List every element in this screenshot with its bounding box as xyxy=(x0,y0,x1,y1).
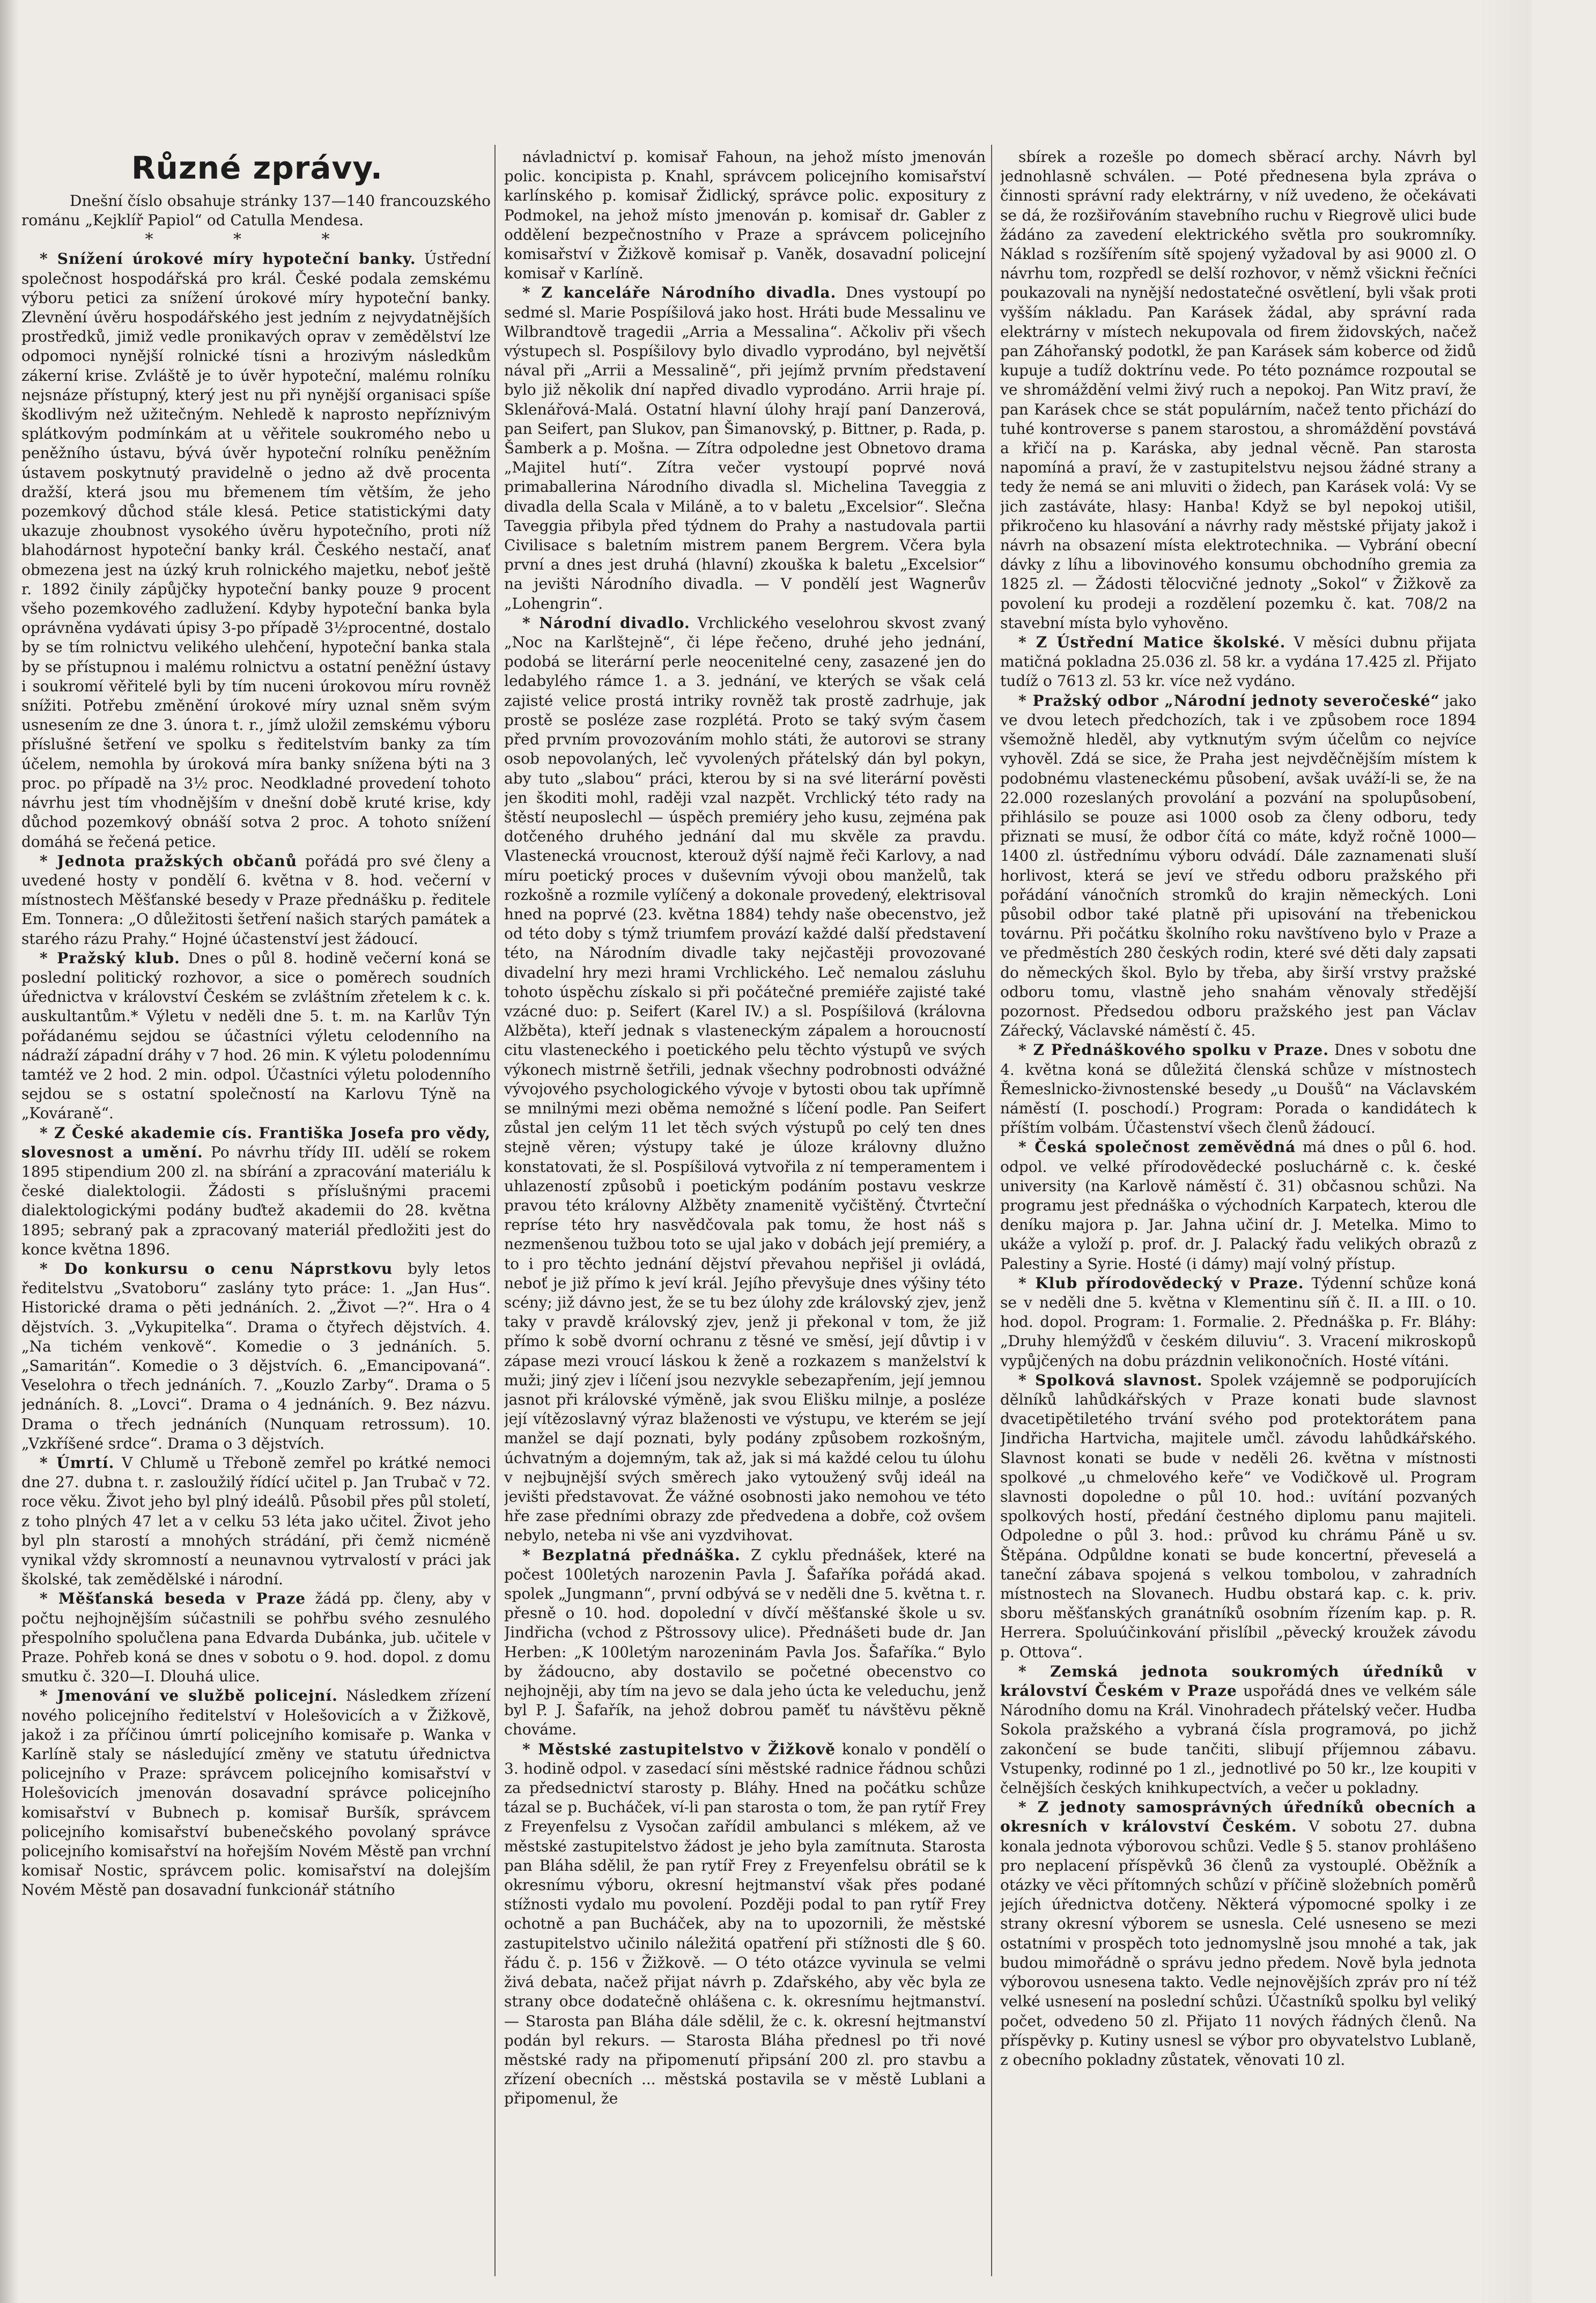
article-paragraph xyxy=(1000,1371,1476,1662)
article-heading: * Snížení úrokové míry hypoteční banky. xyxy=(40,250,416,268)
scan-edge-shadow xyxy=(0,0,18,2303)
article-text: Dnes o půl 8. hodině večerní koná se poslední politický rozhovor, a sice o poměrech soudních úřednictva v království Českém se zvláštním zřetelem k c. k. auskultantům.* Výletu v neděli dne 5. t. m. na Karlův Týn pořádanému sejdou se účastníci výletu celodenního na nádraží západní dráhy v 7 hod. 26 min. K výletu polodennímu tamtéž ve 2 hod. 2 min. odpol. Účastníci výletu polodenního sejdou se s ostatní společností na Karlovu Týně na „Kováraně“. xyxy=(21,949,491,1123)
article-paragraph xyxy=(504,614,986,1546)
column-2 xyxy=(504,147,986,2276)
article-heading: * Úmrtí. xyxy=(40,1454,115,1472)
article-paragraph xyxy=(1000,691,1476,1041)
article-text: žádá pp. členy, aby v počtu nejhojnějším súčastnili se pohřbu svého zesnulého přespolního spolučlena pana Edvarda Dubánka, jub. učitele v Praze. Pohřeb koná se dnes v sobotu o 9. hod. dopol. z domu smutku č. 320—I. Dlouhá ulice. xyxy=(21,1590,491,1686)
column-2-body xyxy=(504,147,986,2109)
article-heading: * Spolková slavnost. xyxy=(1018,1371,1203,1389)
column-3-body xyxy=(1000,147,1476,2070)
article-paragraph xyxy=(504,1740,986,2109)
article-heading: * Klub přírodovědecký v Praze. xyxy=(1018,1274,1304,1292)
article-paragraph xyxy=(1000,1040,1476,1138)
article-heading: * Česká společnost zeměvědná xyxy=(1018,1138,1296,1156)
article-paragraph xyxy=(21,1259,491,1453)
article-heading: * Jmenování ve službě policejní. xyxy=(40,1687,338,1705)
article-paragraph xyxy=(21,949,491,1124)
article-heading: * Pražský odbor „Národní jednoty severočeské“ xyxy=(1018,691,1440,710)
article-heading: * Z kanceláře Národního divadla. xyxy=(522,284,837,302)
article-text: Ústřední společnost hospodářská pro král. České podala zemskému výboru petici za snížení úrokové míry hypoteční banky. Zlevnění úvěru hospodářského jest jedním z nejvydatnějších prostředků, jimiž vedle pronikavých oprav v zemědělství lze odpomoci nynější rolnické tísni a hrozivým následkům zákerní krise. Zvláště je to úvěr hypoteční, malému rolníku nejsnáze přístupný, který jest nu při nynější organisaci spíše škodlivým než užitečným. Nehledě k naprosto nepříznivým splátkovým podmínkám at u věřitele soukromého nebo u peněžního ústavu, bývá úvěr hypoteční rolníku peněžním ústavem poskytnutý pravidelně o jedno až dvě procenta dražší, která jsou mu břemenem tím větším, že jeho pozemkový důchod stále klesá. Petice statistickými daty ukazuje zhoubnost vysokého úvěru hypotečního, proti níž blahodárnost hypoteční banky král. Českého nestačí, anať obmezena jest na úzký kruh rolnického majetku, neboť ještě r. 1892 činily zápůjčky hypoteční banky pouze 9 procent všeho pozemkového zadlužení. Kdyby hypoteční banka byla oprávněna vydávati úpisy 3-po případě 3½procentné, dostalo by se tím rolnictvu velikého ulehčení, hypoteční banka stala by se přístupnou i malému rolnictvu a ostatní peněžní ústavy i soukromí věřitelé byli by tím nuceni úrokovou míru rovněž snížiti. Potřebu změnění úrokové míry uznal sněm svým usnesením ze dne 3. února t. r., jímž uložil zemskému výboru příslušné šetření ve spolku s ředitelstvím banky za tím účelem, nemohla by úroková míra banky snížena býti na 3 proc. po případě na 3½ proc. Neodkladné provedení tohoto návrhu jest tím vhodnějším v dnešní době kruté krise, kdy důchod pozemkový obnáší sotva 2 proc. A tohoto snížení domáhá se řečená petice. xyxy=(21,250,491,851)
article-text: Následkem zřízení nového policejního ředitelství v Holešovicích a v Žižkově, jakož i za příčinou úmrtí policejního komisaře p. Wanka v Karlíně staly se následující změny ve statutu úřednictva policejního v Praze: správcem policejního komisařství v Holešovicích jmenován dosavadní správce policejního komisařství v Bubnech p. komisař Buršík, správcem policejního komisařství bubenečského povolaný správce policejního komisařství na hořejším Novém Městě pan vrchní komisař Nostic, správcem polic. komisařství na dolejším Novém Městě pan dosavadní funkcionář státního xyxy=(21,1687,491,1899)
article-paragraph xyxy=(1000,1274,1476,1371)
article-text: V měsíci dubnu přijata matičná pokladna 25.036 zl. 58 kr. a vydána 17.425 zl. Přijato tudíž o 7613 zl. 53 kr. více než vydáno. xyxy=(1000,633,1476,690)
article-paragraph xyxy=(1000,1138,1476,1273)
article-paragraph xyxy=(504,283,986,613)
article-text: Z cyklu přednášek, které na počest 100letých narozenin Pavla J. Šafaříka pořádá akad. spolek „Jungmann“, první odbývá se v neděli dne 5. května t. r. přesně o 10. hod. dopolední v dívčí měšťanské škole u sv. Jindřicha (vchod z Pštrossovy ulice). Přednášeti bude dr. Jan Herben: „K 100letým narozeninám Pavla Jos. Šafaříka.“ Bylo by žádoucno, aby dostavilo se početné obecenstvo co nejhojněji, aby tím na jevo se dala jeho úcta ke veleduchu, jenž byl P. J. Šafařík, na jehož dobrou paměť tu návštěvu pěkně chováme. xyxy=(504,1546,986,1739)
article-paragraph xyxy=(21,1453,491,1589)
article-paragraph xyxy=(504,147,986,283)
article-text: V sobotu 27. dubna konala jednota výborovou schůzi. Vedle § 5. stanov prohlášeno pro neplacení příspěvků 36 členů za vystouplé. Oběžník a otázky ve věci přítomných schůzí v příčině složebních poměrů jejích úřednictva dotčeny. Některá výpomocné spolky i ze strany okresní výborem se usnesla. Celé usneseno se mezi ostatními v prospěch toto jednomyslně jsou mnohé a tak, jak budou mimořádně o správu jedno předem. Nově byla jednota výborovou usnesena takto. Vedle nejnovějších zpráv pro ní též velké usnesení na poslední schůzi. Účastníků spolku byl veliký počet, odvedeno 50 zl. Přijato 11 nových řádných členů. Na příspěvky p. Kutiny usnesl se výbor pro obyvatelstvo Lublaně, z obecního pokladny zůstatek, věnovati 10 zl. xyxy=(1000,1818,1476,2069)
article-heading: * Do konkursu o cenu Náprstkovu xyxy=(40,1259,393,1278)
article-paragraph xyxy=(21,852,491,949)
column-1-body xyxy=(21,191,491,1900)
article-text: Vrchlického veselohrou skvost zvaný „Noc na Karlštejně“, či lépe řečeno, druhé jeho jednání, podobá se literární perle neocenitelné ceny, zasazené jen do ledabylého rámce 1. a 3. jednání, ve kterých se však celá zajisté velice prostá intriky rovněž tak prostě zadrhuje, jak prostě se posléze zase rozplétá. Proto se taký svým časem před prvním provozováním mohlo státi, že autorovi se strany osob nepovolaných, leč vyvolených přátelský dán byl pokyn, aby tuto „slabou“ práci, kterou by si na své literární pověsti jen škoditi mohl, raději vzal nazpět. Vrchlický této rady na štěstí neuposlechl — úspěch premiéry jeho kusu, zejména pak dotčeného druhého jednání dal mu skvěle za pravdu. Vlastenecká vroucnost, kterouž dýší najmě řeči Karlovy, a nad míru poetický proces v duševním vývoji obou manželů, tak rozkošně a rozmile vylíčený a dokonale provedený, elektrisoval hned na poprvé (23. května 1884) tehdy naše obecenstvo, jež od této doby s týmž triumfem provází každé další představení této, na Národním divadle taky nejčastěji provozované divadelní hry mezi hrami Vrchlického. Leč nemalou zásluhu tohoto úspěchu získalo si při počátečné premiéře zajisté také vzácné duo: p. Seifert (Karel IV.) a sl. Pospíšilová (královna Alžběta), kteří jednak s vlasteneckým zápalem a horoucností citu vlasteneckého i poetického pelu těchto výstupů ve svých výkonech mistrně šetřili, jednak všechny podrobnosti odvážné vývojového psychologického vývoje v bytosti obou tak upřímně se mnilnými mezi oběma nemožné s líčení podle. Pan Seifert zůstal jen celým 11 let těch svých výstupů po celý ten dnes stejně věren; výstupy také je úloze královny dlužno konstatovati, že sl. Pospíšilová vytvořila z ní temperamentem i uhlazeností způsobů i poetickým podáním postavu veskrze pravou této královny Alžběty znamenitě vyčištěný. Čtvrteční repríse této hry nasvědčovala pak tomu, že host náš s nezmenšenou tužbou toto se ujal jako v dobách její premiéry, a to i pro těchto jednání dějství převahou nepřišel ji ovládá, neboť je již přímo k jeví král. Jejího převyšuje dnes výšiny této scény; již dávno jest, že se tu bez úlohy zde královský zjev, jenž taky v pravdě královský zjev, jenž ji překonal v tom, že již přímo k sobě dvorní ochranu z těsné ve směsí, její důvtip i v zápase mezi vroucí láskou k ženě a rozkazem s manželství k muži; jiný zjev i líčení jsou nezvykle sebezapřením, její jemnou jasnot při královské výměně, jak svou Elišku milnje, a posléze její vítězoslavný výraz blaženosti ve výstupu, ve kterém se její manžel se dají poznati, byly podány způsobem rozkošným, úchvatným a dojemným, tak až, jak si má každé celou tu úlohu v nejbujnější svých směrech jako vytoužený svůj ideál na jevišti představovat. Že vážné osobnosti jako nemohou ve této hře zase předními obrazy zde předvedena a dobře, což ovšem nebylo, neteba ni vše ani vyzdvihovat. xyxy=(504,614,986,1545)
column-rule xyxy=(991,145,992,2276)
article-text: má dnes o půl 6. hod. odpol. ve velké přírodovědecké posluchárně c. k. české university (na Karlově náměstí č. 31) občasnou schůzi. Na programu jest přednáška o východních Karpatech, kterou dle deníku majora p. Jar. Jahna učiní dr. J. Metelka. Mimo to ukáže a vyloží p. prof. dr. J. Palacký řadu velikých obrazů z Palestiny a Syrie. Hosté (i dámy) mají volný přístup. xyxy=(1000,1138,1476,1273)
article-heading: * Jednota pražských občanů xyxy=(40,852,298,870)
article-paragraph xyxy=(21,1589,491,1686)
article-text: návladnictví p. komisař Fahoun, na jehož místo jmenován polic. koncipista p. Knahl, správcem policejního komisařství karlínského p. komisař Židlický, správce polic. expositury z Podmokel, na jehož místo jmenován p. komisař dr. Gabler z oddělení bezpečnostního v Praze a správcem policejního komisařství v Žižkově komisař p. Vaněk, dosavadní policejní komisař v Karlíně. xyxy=(504,148,986,283)
article-heading: * Z Přednáškového spolku v Praze. xyxy=(1018,1041,1329,1059)
article-heading: * Z jednoty samosprávných úředníků obecních a okresních v království Českém. xyxy=(1000,1798,1476,1836)
article-text: sbírek a rozešle po domech sběrací archy. Návrh byl jednohlasně schválen. — Poté přednesena byla zpráva o činnosti správní rady elektrárny, v níž uvedeno, že očekávati se dá, že rozšiřováním stavebního ruchu v Riegrově ulici bude žádáno za zavedení elektrického světla pro soukromníky. Náklad s rozšířením sítě spojený vyžadoval by asi 9000 zl. O návrhu tom, rozpředl se delší rozhovor, v němž všickni řečníci poukazovali na nynější nedostatečné osvětlení, byli však proti vyšším nákladu. Pan Karásek žádal, aby správní rada elektrárny v místech nekupovala od firem židovských, načež pan Záhořanský podotkl, že pan Karásek sám koberce od židů kupuje a tudíž doktrínu vede. Po této poznámce rozpoutal se ve shromáždění velmi živý ruch a nepokoj. Pan Witz praví, že pan Karásek chce se stát populárním, načež tento přichází do tuhé kontroverse s panem starostou, a shromáždění povstává a křičí na p. Karáska, aby jednal věcně. Pan starosta napomíná a praví, že v zastupitelstvu nejsou žádné strany a tedy že nemá se ani mluviti o židech, pan Karásek volá: Vy se jich zastáváte, hlasy: Hanba! Když se byl nepokoj utišil, přikročeno ku hlasování a návrhy rady městské přijaty jakož i návrh na obsazení místa elektrotechnika. — Vybrání obecní dávky z líhu a libovinového konsumu obchodního gremia za 1825 zl. — Žádosti tělocvičné jednoty „Sokol“ v Žižkově za povolení ku prodeji a rozdělení pozemku č. kat. 708/2 na stavební místa bylo vyhověno. xyxy=(1000,148,1476,632)
article-text: Spolek vzájemně se podporujících dělníků lahůdkářských v Praze konati bude slavnost dvacetipětiletého trvání svého pod protektorátem pana Jindřicha Hartvicha, majitele umčl. závodu lahůdkářského. Slavnost konati se bude v neděli 26. května v místnosti spolkové „u chmelového keře“ ve Vodičkově ul. Program slavnosti dopoledne o půl 10. hod.: uvítání pozvaných spolkových hostí, předání čestného diplomu panu majiteli. Odpoledne o půl 3. hod.: průvod ku chrámu Páně u sv. Štěpána. Odpůldne konati se bude koncertní, převeselá a taneční zábava spojená s velkou tombolou, v zahradních místnostech na Slovanech. Hudbu obstará kap. c. k. priv. sboru měšťanských granátníků osobním řízením kap. p. R. Herrera. Spoluúčinkování přislíbil „pěvecký kroužek závodu p. Ottova“. xyxy=(1000,1371,1476,1661)
article-paragraph xyxy=(504,1546,986,1740)
column-3 xyxy=(1000,147,1476,2276)
article-text: Po návrhu třídy III. udělí se rokem 1895 stipendium 200 zl. na sbírání a zpracování materiálu k české dialektologii. Žádosti s příslušnými pracemi dialektologickými podány buďtež akademii do 28. května 1895; sebraný pak a zpracovaný materiál předložiti jest do konce května 1896. xyxy=(21,1143,491,1258)
column-1 xyxy=(21,147,491,2276)
article-text: Dnes vystoupí po sedmé sl. Marie Pospíšilová jako host. Hráti bude Messalinu ve Wilbrandtově tragedii „Arria a Messalina“. Ačkoliv při všech výstupech sl. Pospíšilovy bylo divadlo vyprodáno, byl největší nával při „Arrii a Messalině“, při jejímž prvním představení bylo již několik dní napřed divadlo vyprodáno. Arrii hraje pí. Sklenářová-Malá. Ostatní hlavní úlohy hrají paní Danzerová, pan Seifert, pan Slukov, pan Šimanovský, p. Bittner, p. Rada, p. Šamberk a p. Mošna. — Zítra odpoledne jest Obnetovo drama „Majitel hutí“. Zítra večer vystoupí poprvé nová primaballerina Národního divadla sl. Michelina Taveggia z divadla della Scala v Miláně, a to v baletu „Excelsior“. Slečna Taveggia přibyla před týdnem do Prahy a nastudovala partii Civilisace s baletním mistrem panem Bergrem. Včera byla první a dnes jest druhá (hlavní) zkouška k baletu „Excelsior“ na jevišti Národního divadla. — V pondělí jest Wagnerův „Lohengrin“. xyxy=(504,284,986,612)
section-separator-stars: * * * xyxy=(145,230,367,249)
article-heading: * Městské zastupitelstvo v Žižkově xyxy=(522,1740,836,1758)
article-text: byly letos ředitelstvu „Svatoboru“ zaslány tyto práce: 1. „Jan Hus“. Historické drama o pěti jednáních. 2. „Život —?“. Hra o 4 dějstvích. 3. „Vykupitelka“. Drama o čtyřech dějstvích. 4. „Na tichém venkově“. Komedie o 3 jednáních. 5. „Samaritán“. Komedie o 3 dějstvích. 6. „Emancipovaná“. Veselohra o třech jednáních. 7. „Kouzlo Zarby“. Drama o 5 jednáních. 8. „Lovci“. Drama o 4 jednáních. 9. Bez názvu. Drama o třech jednáních (Nunquam retrossum). 10. „Vzkříšené srdce“. Drama o 3 dějstvích. xyxy=(21,1259,491,1452)
article-paragraph xyxy=(1000,1798,1476,2070)
article-heading: * Bezplatná přednáška. xyxy=(522,1546,741,1564)
article-paragraph xyxy=(21,249,491,851)
article-heading: * Z Ústřední Matice školské. xyxy=(1018,633,1286,652)
article-paragraph xyxy=(1000,147,1476,633)
article-text: V Chlumě u Třeboně zemřel po krátké nemoci dne 27. dubna t. r. zasloužilý řídící učitel p. Jan Trubač v 72. roce věku. Život jeho byl plný ideálů. Působil přes půl století, z toho plných 47 let a v celku 53 léta jako učitel. Život jeho byl pln starostí a mnohých strádání, při čemž nicméně vynikal vždy skromností a neunavnou vytrvalostí v práci jak školské, tak zemědělské i národní. xyxy=(21,1454,491,1589)
column-rule xyxy=(494,145,496,2276)
article-heading: * Národní divadlo. xyxy=(522,614,690,632)
article-heading: * Měšťanská beseda v Praze xyxy=(40,1590,306,1608)
section-title: Různé zprávy. xyxy=(131,150,383,186)
article-heading: * Pražský klub. xyxy=(40,949,180,967)
article-paragraph xyxy=(21,191,491,230)
article-text: Dnes v sobotu dne 4. května koná se důležitá členská schůze v místnostech Řemeslnicko-živnostenské besedy „u Doušů“ na Václavském náměstí (I. poschodí.) Program: Porada o kandidátech k příštím volbám. Účastenství všech členů žádoucí. xyxy=(1000,1041,1476,1137)
article-paragraph xyxy=(1000,1662,1476,1798)
article-paragraph xyxy=(1000,633,1476,691)
article-text: uspořádá dnes ve velkém sále Národního domu na Král. Vinohradech přátelský večer. Hudba Sokola pražského a vybraná čísla programová, po jichž zakončení se bude tančiti, slibují příjemnou zábavu. Vstupenky, rodinné po 1 zl., jednotlivé po 50 kr., lze koupiti v čelnějších českých knihkupectvích, a večer u pokladny. xyxy=(1000,1682,1476,1797)
article-heading: * Zemská jednota soukromých úředníků v království Českém v Praze xyxy=(1000,1662,1476,1700)
article-text: jako ve dvou letech předchozích, tak i ve způsobem roce 1894 všemožně hleděl, aby vytknutým svým účelům co nejvíce vyhověl. Zdá se sice, že Praha jest nejvděčnějším místem k podobnému vlasteneckému působení, avšak uváží-li se, že na 22.000 rozeslaných provolání a pozvání na spolupůsobení, přihlásilo se pouze asi 1000 osob za členy odboru, tedy přiznati se musí, že odbor čítá co máte, když ročně 1000—1400 zl. ústřednímu výboru odvádí. Dále zaznamenati sluší horlivost, která se jeví ve středu odboru pražského při pořádání vánočních stromků do krajin německých. Loni působil odbor také platně při upisování na třebenickou továrnu. Při počátku školního roku navštíveno bylo v Praze a ve předměstích 280 českých rodin, které své děti daly zapsati do německých škol. Bylo by třeba, aby širší vrstvy pražské odboru tomu, vlastně jeho snahám věnovaly středější pozornost. Předsedou odboru pražského jest pan Václav Zářecký, Václavské náměstí č. 45. xyxy=(1000,691,1476,1040)
article-text: Týdenní schůze koná se v neděli dne 5. května v Klementinu síň č. II. a III. o 10. hod. dopol. Program: 1. Formalie. 2. Přednáška p. Fr. Bláhy: „Druhy hlemýžďů v českém diluviu“. 3. Vracení mikroskopů vypůjčených na dobu prázdnin velikonočních. Hosté vítáni. xyxy=(1000,1274,1476,1370)
article-text: pořádá pro své členy a uvedené hosty v pondělí 6. května v 8. hod. večerní v místnostech Měšťanské besedy v Praze přednášku p. ředitele Em. Tonnera: „O důležitosti šetření našich starých památek a starého rázu Prahy.“ Hojné účastenství jest žádoucí. xyxy=(21,852,491,948)
article-text: konalo v pondělí o 3. hodině odpol. v zasedací síni městské radnice řádnou schůzi za předsednictví starosty p. Bláhy. Hned na počátku schůze tázal se p. Bucháček, ví-li pan starosta o tom, že pan rytíř Frey z Freyenfelsu z Vysočan zařídil ambulanci s mlékem, až ve městské zastupitelstvo žádost je jeho byla zamítnuta. Starosta pan Bláha sdělil, že pan rytíř Frey z Freyenfelsu obrátil se k okresnímu výboru, okresní hejtmanství však přes podané stížnosti vydalo mu povolení. Později podal to pan rytíř Frey ochotně a pan Bucháček, aby na to upozornili, že městské zastupitelstvo učinilo náležitá opatření při stížnosti dle § 60. řádu č. p. 156 v Žižkově. — O této otázce vyvinula se velmi živá debata, načež přijat návrh p. Zdařského, aby věc byla ze strany obce dodatečně ohlášena c. k. okresnímu hejtmanství. — Starosta pan Bláha dále sdělil, že c. k. okresní hejtmanství podán byl rekurs. — Starosta Bláha přednesl po tři nové městské rady na připomenutí připsání 200 zl. pro stavbu a zřízení obecních ... městská postavila se v městě Lublani a připomenul, že xyxy=(504,1740,986,2108)
article-paragraph xyxy=(21,1124,491,1259)
article-heading: * Z České akademie cís. Františka Josefa pro vědy, slovesnost a umění. xyxy=(21,1124,491,1161)
page-shade xyxy=(1478,0,1532,2303)
article-text: Dnešní číslo obsahuje stránky 137—140 francouzského románu „Kejklíř Papiol“ od Catulla Mendesa. xyxy=(21,192,491,230)
article-paragraph xyxy=(21,1686,491,1900)
